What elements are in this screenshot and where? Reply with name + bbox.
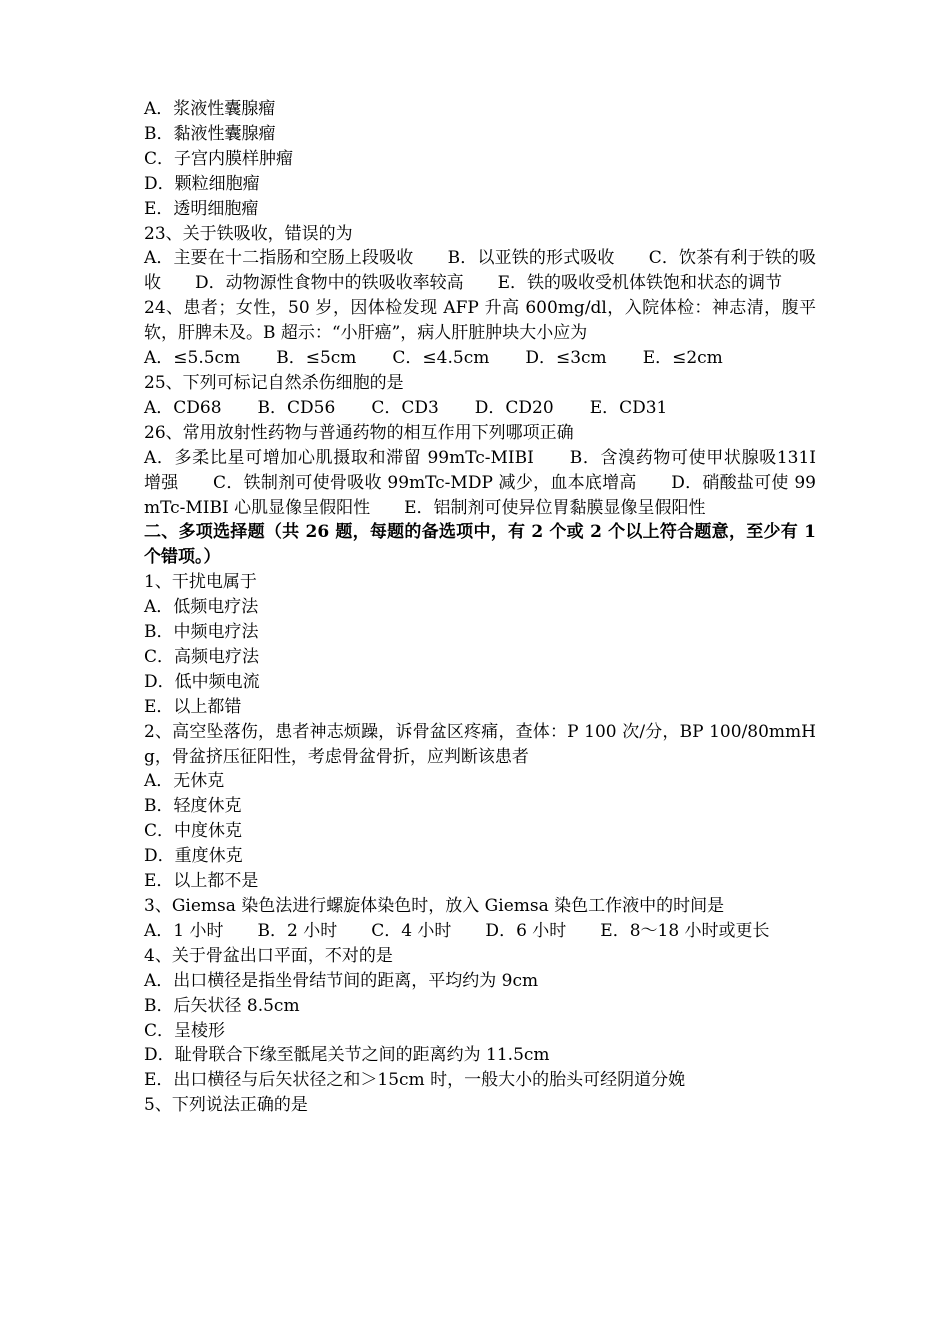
- m1-option-b: B．中频电疗法: [144, 622, 259, 643]
- q24-options: [144, 346, 816, 371]
- m4-option-d: D．耻骨联合下缘至骶尾关节之间的距离约为 11.5cm: [144, 1045, 550, 1066]
- m2-option-e: E．以上都不是: [144, 871, 259, 892]
- q23-stem: 23、关于铁吸收，错误的为: [144, 223, 353, 244]
- m2-stem: 2、高空坠落伤，患者神志烦躁，诉骨盆区疼痛，查体：P 100 次/分，BP 100/80mmHg，骨盆挤压征阳性，考虑骨盆骨折，应判断该患者: [144, 721, 816, 767]
- q22-option-b: B．黏液性囊腺瘤: [144, 123, 276, 144]
- q25-options: [144, 396, 816, 421]
- q25-option-b: B．CD56: [257, 397, 336, 418]
- m2-option-a: A．无休克: [144, 771, 225, 792]
- m4-option-c: C．呈棱形: [144, 1020, 226, 1041]
- m1-option-c: C．高频电疗法: [144, 646, 260, 667]
- q24-option-c: C．≤4.5cm: [392, 348, 490, 369]
- m4-stem: 4、关于骨盆出口平面，不对的是: [144, 945, 393, 966]
- m1-option-a: A．低频电疗法: [144, 597, 259, 618]
- m2-option-b: B．轻度休克: [144, 796, 242, 817]
- section2-heading: 二、多项选择题（共 26 题，每题的备选项中，有 2 个或 2 个以上符合题意，至少有 1 个错项。）: [144, 522, 816, 568]
- m4-option-e: E．出口横径与后矢状径之和＞15cm 时，一般大小的胎头可经阴道分娩: [144, 1070, 686, 1091]
- q24-stem: 24、患者；女性，50 岁，因体检发现 AFP 升高 600mg/dl，入院体检：神志清，腹平软，肝脾未及。B 超示：“小肝癌”，病人肝脏肿块大小应为: [144, 298, 816, 344]
- q22-option-c: C．子宫内膜样肿瘤: [144, 148, 294, 169]
- m5-stem: 5、下列说法正确的是: [144, 1095, 308, 1116]
- m1-option-d: D．低中频电流: [144, 671, 260, 692]
- m3-stem: 3、Giemsa 染色法进行螺旋体染色时，放入 Giemsa 染色工作液中的时间是: [144, 896, 725, 916]
- m1-option-e: E．以上都错: [144, 696, 242, 717]
- q26-options: A．多柔比星可增加心肌摄取和滞留 99mTc-MIBI B．含溴药物可使甲状腺吸131I 增强 C．铁制剂可使骨吸收 99mTc-MDP 减少，血本底增高 D．硝酸盐可使 99mTc-MIBI 心肌显像呈假阳性 E．铝制剂可使异位胃黏膜显像呈假阳性: [144, 447, 816, 518]
- q25-option-e: E．CD31: [589, 397, 668, 418]
- q24-option-b: B．≤5cm: [276, 348, 357, 369]
- m3-options: A．1 小时 B．2 小时 C．4 小时 D．6 小时 E．8～18 小时或更长: [144, 920, 770, 941]
- q25-option-c: C．CD3: [371, 397, 439, 418]
- q24-option-e: E．≤2cm: [642, 348, 723, 369]
- q26-stem: 26、常用放射性药物与普通药物的相互作用下列哪项正确: [144, 422, 574, 443]
- q24-option-d: D．≤3cm: [525, 348, 607, 369]
- m1-stem: 1、干扰电属于: [144, 572, 257, 593]
- m2-option-d: D．重度休克: [144, 846, 243, 867]
- q25-option-a: A．CD68: [144, 397, 222, 418]
- q25-option-d: D．CD20: [474, 397, 554, 418]
- m4-option-a: A．出口横径是指坐骨结节间的距离，平均约为 9cm: [144, 970, 539, 991]
- q25-stem: 25、下列可标记自然杀伤细胞的是: [144, 372, 404, 393]
- m4-option-b: B．后矢状径 8.5cm: [144, 995, 300, 1016]
- q22-option-e: E．透明细胞瘤: [144, 198, 259, 219]
- q23-options: A．主要在十二指肠和空肠上段吸收 B．以亚铁的形式吸收 C．饮茶有利于铁的吸收 D．动物源性食物中的铁吸收率较高 E．铁的吸收受机体铁饱和状态的调节: [144, 248, 816, 294]
- q22-option-a: A．浆液性囊腺瘤: [144, 99, 276, 119]
- q22-option-d: D．颗粒细胞瘤: [144, 173, 260, 194]
- m2-option-c: C．中度休克: [144, 821, 243, 842]
- q24-option-a: A．≤5.5cm: [144, 348, 241, 369]
- document-page: [144, 97, 816, 1118]
